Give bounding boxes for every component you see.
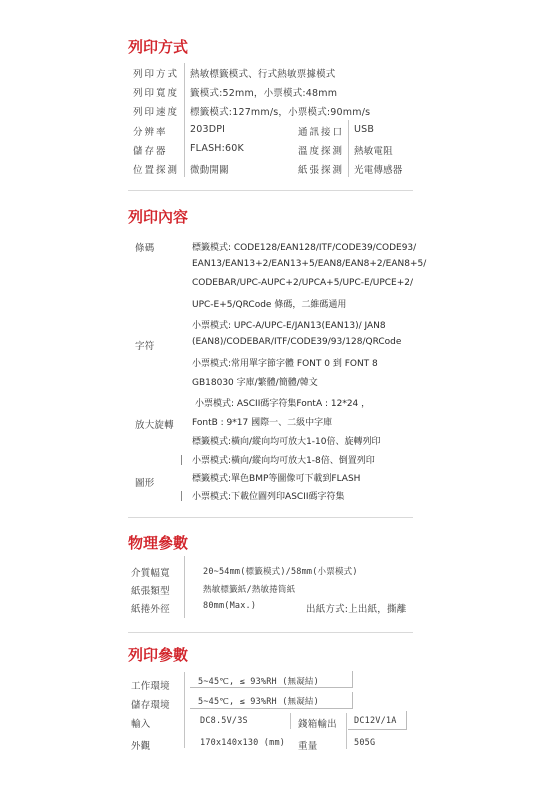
spec-label: 外觀 — [131, 741, 151, 752]
section-divider — [128, 517, 413, 518]
spec-label: 儲存器 — [133, 146, 168, 157]
spec-label: 介質幅寬 — [131, 568, 170, 579]
content-line: 小票模式:常用單字節字體 FONT 0 到 FONT 8 — [192, 359, 378, 369]
spec-value: 光電傳感器 — [354, 165, 403, 176]
content-line: UPC-E+5/QRCode 條碼，二維碼通用 — [192, 300, 347, 310]
spec-value: 熱敏電阻 — [354, 146, 393, 157]
column-divider — [184, 556, 185, 618]
spec-value: 微動開關 — [190, 165, 229, 176]
spec-label: 輸入 — [131, 719, 151, 730]
spec-label: 工作環境 — [131, 681, 170, 692]
spec-label: 通訊接口 — [298, 127, 345, 138]
spec-label: 列印速度 — [133, 107, 180, 118]
spec-value: 標籤模式:127mm/s，小票模式:90mm/s — [190, 107, 371, 118]
spec-label: 錢箱輸出 — [298, 719, 337, 730]
line-marker — [181, 455, 182, 465]
content-line: 小票模式: ASCII碼字符集FontA : 12*24 ， — [195, 399, 371, 409]
column-divider — [346, 713, 347, 749]
section-divider — [128, 632, 413, 633]
spec-value: 出紙方式:上出紙，撕離 — [306, 604, 407, 615]
content-line: EAN13/EAN13+2/EAN13+5/EAN8/EAN8+2/EAN8+5/ — [192, 259, 427, 269]
content-line: 標籤模式:單色BMP等圖像可下載到FLASH — [192, 474, 361, 484]
spec-label: 紙張類型 — [131, 586, 170, 597]
column-divider — [290, 713, 291, 729]
spec-value: 505G — [354, 738, 376, 748]
spec-value: 熱敏標籤紙/熱敏捲筒紙 — [203, 585, 296, 595]
content-line: FontB : 9*17 國際一、二級中字庫 — [192, 418, 333, 428]
spec-value: FLASH:60K — [190, 143, 244, 154]
spec-label: 紙張探測 — [298, 165, 345, 176]
section-title-print-method: 列印方式 — [128, 38, 189, 56]
content-line: GB18030 字庫/繁體/簡體/韓文 — [192, 378, 318, 388]
content-label-zoom: 放大旋轉 — [135, 420, 174, 431]
column-divider — [184, 63, 185, 177]
spec-value: 80mm(Max.) — [203, 601, 257, 611]
spec-value: DC8.5V/3S — [200, 716, 248, 726]
content-label-graphic: 圖形 — [135, 478, 155, 489]
content-line: CODEBAR/UPC-AUPC+2/UPCA+5/UPC-E/UPCE+2/ — [192, 278, 414, 288]
section-title-print-params: 列印參數 — [128, 646, 189, 664]
content-line: 小票模式: UPC-A/UPC-E/JAN13(EAN13)/ JAN8 — [192, 321, 386, 331]
content-line: 小票模式:下載位圖列印ASCII碼字符集 — [192, 492, 345, 502]
column-divider — [184, 672, 185, 748]
spec-value: 20~54mm(標籤模式)/58mm(小票模式) — [203, 567, 358, 577]
spec-value: 熱敏標籤模式、行式熱敏票據模式 — [190, 69, 336, 80]
spec-label: 分辨率 — [133, 127, 168, 138]
spec-value: 5~45℃, ≤ 93%RH (無凝結) — [198, 677, 319, 687]
content-line: 小票模式:橫向/縱向均可放大1-8倍、倒置列印 — [192, 456, 375, 466]
content-line: 標籤模式: CODE128/EAN128/ITF/CODE39/CODE93/ — [192, 243, 417, 253]
spec-label: 列印方式 — [133, 69, 180, 80]
spec-label: 重量 — [298, 741, 318, 752]
spec-value: 籤模式:52mm，小票模式:48mm — [190, 88, 338, 99]
spec-label: 儲存環境 — [131, 700, 170, 711]
section-title-physical: 物理參數 — [128, 534, 189, 552]
spec-value: 203DPI — [190, 124, 226, 135]
spec-label: 位置探測 — [133, 165, 180, 176]
spec-value: 170x140x130 (mm) — [200, 738, 286, 748]
line-marker — [181, 491, 182, 501]
content-line: (EAN8)/CODEBAR/ITF/CODE39/93/128/QRCode — [192, 337, 402, 347]
column-divider — [348, 120, 349, 177]
spec-label: 溫度探測 — [298, 146, 345, 157]
content-label-font: 字符 — [135, 341, 155, 352]
content-line: 標籤模式:橫向/縱向均可放大1-10倍、旋轉列印 — [192, 437, 381, 447]
spec-value: 5~45℃, ≤ 93%RH (無凝結) — [198, 697, 319, 707]
spec-label: 紙捲外徑 — [131, 604, 170, 615]
spec-value: DC12V/1A — [354, 716, 397, 726]
section-title-print-content: 列印內容 — [128, 208, 189, 226]
spec-label: 列印寬度 — [133, 88, 180, 99]
content-label-barcode: 條碼 — [135, 243, 155, 254]
section-divider — [128, 190, 413, 191]
spec-value: USB — [354, 124, 375, 135]
